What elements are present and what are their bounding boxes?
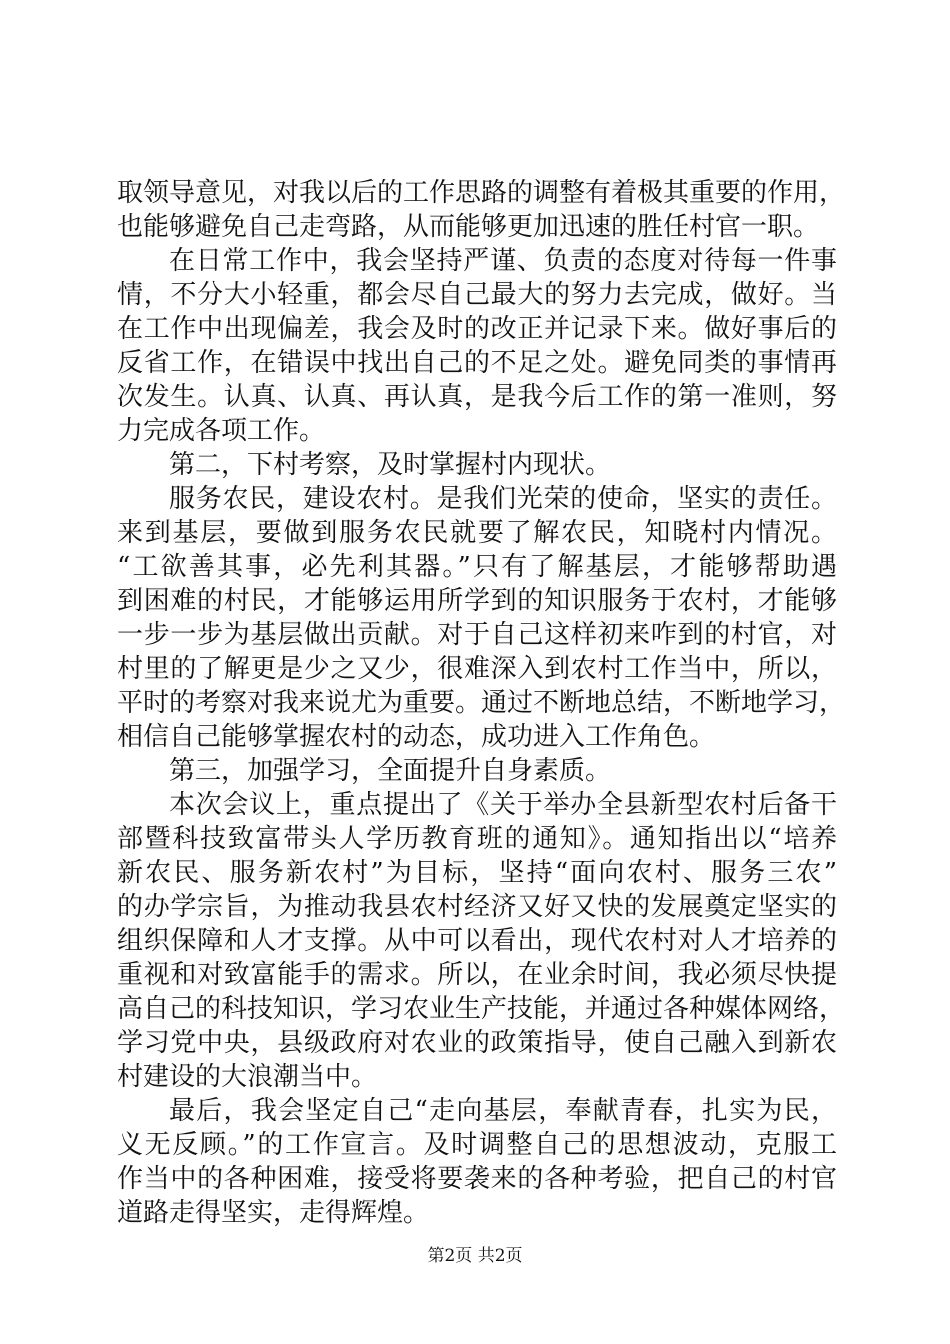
text-line: 情，不分大小轻重，都会尽自己最大的努力去完成，做好。当 (117, 280, 837, 310)
text-line: 重视和对致富能手的需求。所以，在业余时间，我必须尽快提 (117, 960, 837, 990)
text-line: 一步一步为基层做出贡献。对于自己这样初来咋到的村官，对 (117, 620, 837, 650)
text-line: 来到基层，要做到服务农民就要了解农民，知晓村内情况。 (117, 518, 837, 548)
text-line: 平时的考察对我来说尤为重要。通过不断地总结，不断地学习， (117, 688, 846, 718)
text-line: 新农民、服务新农村”为目标，坚持“面向农村、服务三农” (117, 858, 837, 888)
text-line: 最后，我会坚定自己“走向基层，奉献青春，扎实为民， (169, 1096, 837, 1126)
text-line: 义无反顾。”的工作宣言。及时调整自己的思想波动，克服工 (117, 1130, 837, 1160)
text-line: 本次会议上，重点提出了《关于举办全县新型农村后备干 (169, 790, 837, 820)
text-line: 村里的了解更是少之又少，很难深入到农村工作当中，所以， (117, 654, 837, 684)
text-line: 相信自己能够掌握农村的动态，成功进入工作角色。 (117, 722, 716, 752)
text-line: 次发生。认真、认真、再认真，是我今后工作的第一准则，努 (117, 382, 837, 412)
text-line: 服务农民，建设农村。是我们光荣的使命，坚实的责任。 (169, 484, 837, 514)
text-line: 作当中的各种困难，接受将要袭来的各种考验，把自己的村官 (117, 1164, 837, 1194)
text-line: 第三，加强学习，全面提升自身素质。 (169, 756, 612, 786)
text-line: “工欲善其事，必先利其器。”只有了解基层，才能够帮助遇 (117, 552, 837, 582)
text-line: 反省工作，在错误中找出自己的不足之处。避免同类的事情再 (117, 348, 837, 378)
text-line: 村建设的大浪潮当中。 (117, 1062, 378, 1092)
text-line: 力完成各项工作。 (117, 416, 326, 446)
text-line: 在日常工作中，我会坚持严谨、负责的态度对待每一件事 (169, 246, 837, 276)
text-line: 第二，下村考察，及时掌握村内现状。 (169, 450, 612, 480)
text-line: 道路走得坚实，走得辉煌。 (117, 1198, 430, 1228)
text-line: 部暨科技致富带头人学历教育班的通知》。通知指出以“培养 (117, 824, 837, 854)
text-line: 的办学宗旨，为推动我县农村经济又好又快的发展奠定坚实的 (117, 892, 837, 922)
text-line: 组织保障和人才支撑。从中可以看出，现代农村对人才培养的 (117, 926, 837, 956)
text-line: 取领导意见，对我以后的工作思路的调整有着极其重要的作用， (117, 178, 846, 208)
text-line: 到困难的村民，才能够运用所学到的知识服务于农村，才能够 (117, 586, 837, 616)
document-body (117, 176, 846, 1230)
text-line: 高自己的科技知识，学习农业生产技能，并通过各种媒体网络， (117, 994, 846, 1024)
text-line: 学习党中央，县级政府对农业的政策指导，使自己融入到新农 (117, 1028, 837, 1058)
text-line: 也能够避免自己走弯路，从而能够更加迅速的胜任村官一职。 (117, 212, 820, 242)
text-line: 在工作中出现偏差，我会及时的改正并记录下来。做好事后的 (117, 314, 837, 344)
page-footer: 第2页 共2页 (427, 1246, 523, 1266)
